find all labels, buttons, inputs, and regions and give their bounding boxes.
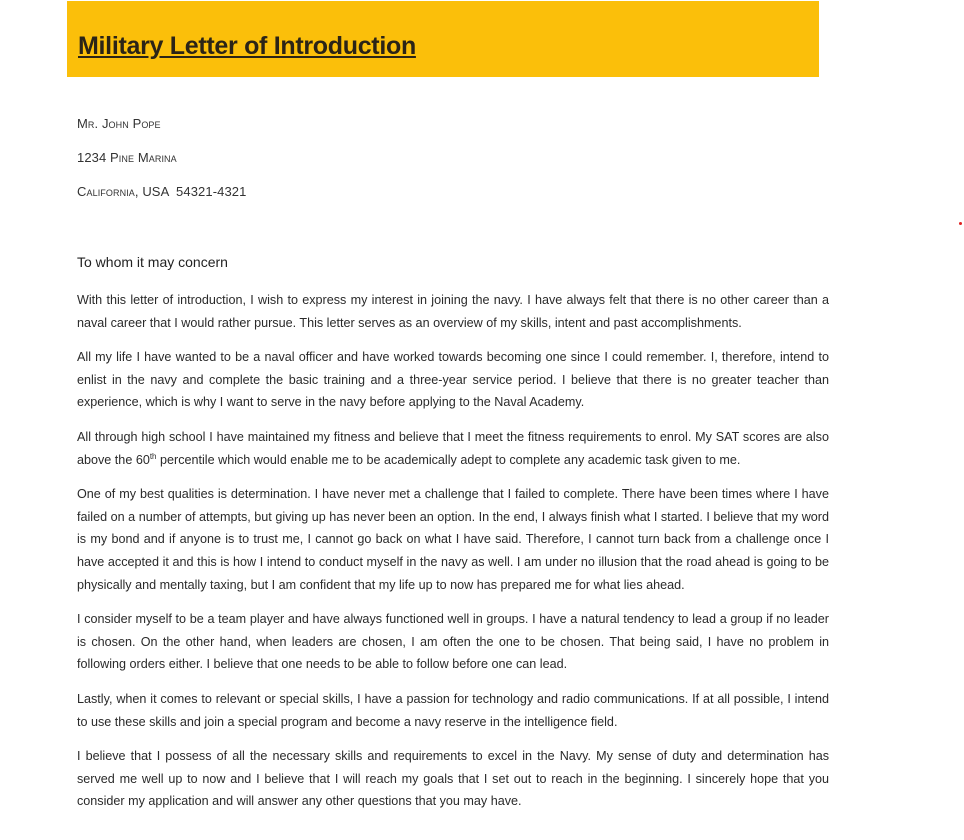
paragraph: One of my best qualities is determination. I have never met a challenge that I failed to complete. There have been times where I have failed on a number of attempts, but giving up has never been an option. In the end, I always finish what I started. I believe that my word is my bond and if anyone is to trust me, I cannot go back on what I have said. Therefore, I cannot turn back from a challenge once I have accepted it and this is how I intend to conduct myself in the navy as well. I am under no illusion that the road ahead is going to be physically and mentally taxing, but I am confident that my life up to now has prepared me for what lies ahead. xyxy=(77,487,829,592)
sender-name: Mr. John Pope xyxy=(77,116,161,131)
sender-street: 1234 Pine Marina xyxy=(77,150,177,165)
superscript: th xyxy=(149,451,157,461)
title-banner xyxy=(67,1,819,77)
salutation: To whom it may concern xyxy=(77,254,228,270)
paragraph: Lastly, when it comes to relevant or special skills, I have a passion for technology and radio communications. If at all possible, I intend to use these skills and join a special program and become a navy reserve in the intelligence field. xyxy=(77,691,829,729)
paragraph: With this letter of introduction, I wish to express my interest in joining the navy. I have always felt that there is no other career than a naval career that I would rather pursue. This letter serves as an overview of my skills, intent and past accomplishments. xyxy=(77,293,829,330)
paragraph-text: percentile which would enable me to be academically adept to complete any academic task given to me. xyxy=(160,452,741,467)
red-dot-marker xyxy=(959,222,962,225)
page-title: Military Letter of Introduction xyxy=(78,32,416,60)
sender-city: California, USA 54321-4321 xyxy=(77,184,247,199)
paragraph: I consider myself to be a team player and have always functioned well in groups. I have a natural tendency to lead a group if no leader is chosen. On the other hand, when leaders are chosen, I am often the one to be chosen. That being said, I have no problem in following orders either. I believe that one needs to be able to follow before one can lead. xyxy=(77,612,829,672)
paragraph-text: All through high school I have maintained my fitness and believe that I meet the fitness requirements to enrol. My SAT scores are also above the 60 xyxy=(77,429,829,467)
paragraph: I believe that I possess of all the necessary skills and requirements to excel in the Navy. My sense of duty and determination has served me well up to now and I believe that I will reach my goals that I set out to reach in the beginning. I sincerely hope that you consider my application and will answer any other questions that you may have. xyxy=(77,749,829,809)
letter-body xyxy=(77,289,829,825)
paragraph xyxy=(77,426,829,471)
paragraph: All my life I have wanted to be a naval officer and have worked towards becoming one since I could remember. I, therefore, intend to enlist in the navy and complete the basic training and a three-year service period. I believe that there is no greater teacher than experience, which is why I want to serve in the navy before applying to the Naval Academy. xyxy=(77,350,829,410)
